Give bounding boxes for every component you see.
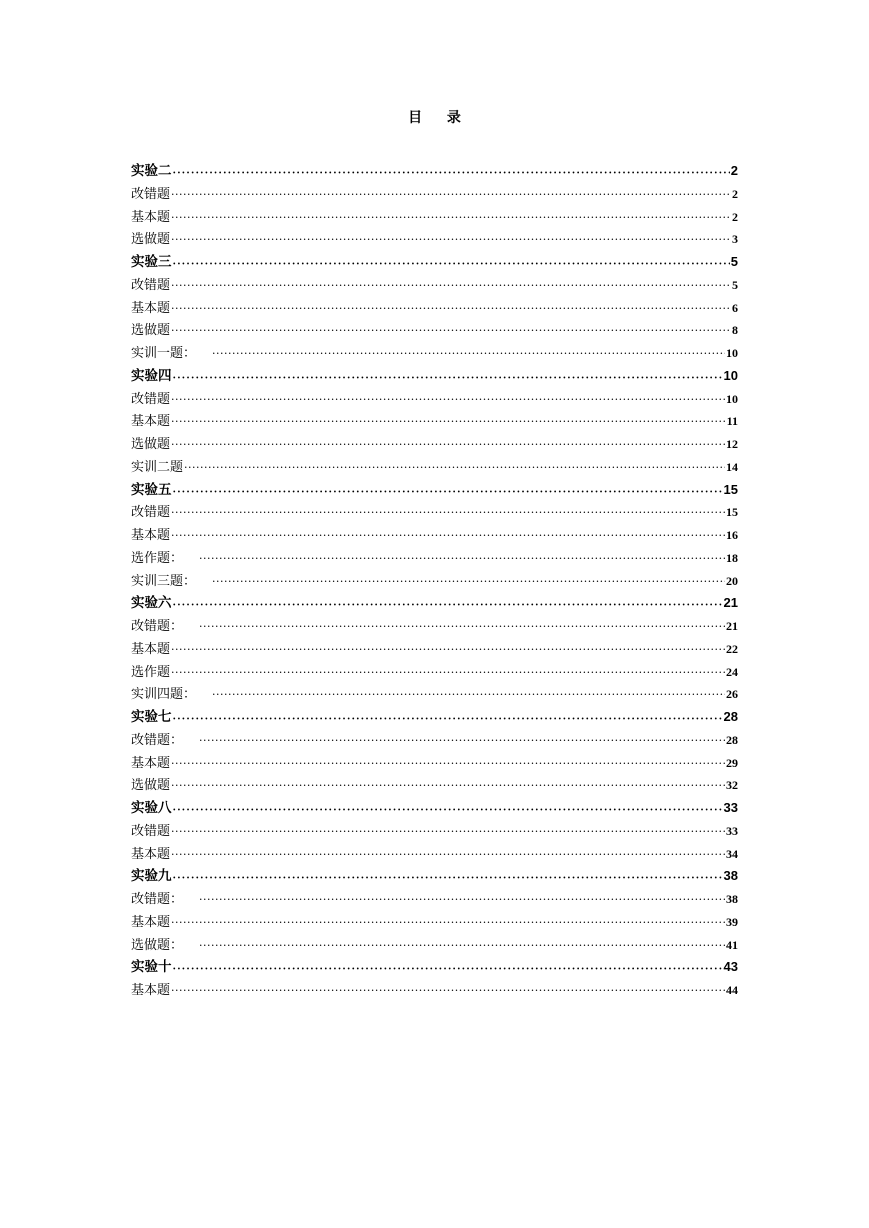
toc-entry-label: 选作题： — [131, 550, 184, 566]
toc-dot-leader — [212, 571, 725, 594]
toc-dot-leader — [199, 935, 725, 958]
toc-entry[interactable] — [131, 706, 738, 729]
toc-entry-page-number: 29 — [726, 755, 738, 770]
toc-entry-page-number: 33 — [723, 800, 738, 815]
toc-entry[interactable] — [131, 683, 738, 706]
toc-entry-label: 基本题 — [131, 528, 171, 543]
toc-entry[interactable] — [131, 661, 738, 684]
toc-entry[interactable] — [131, 251, 738, 274]
toc-entry-page-number: 34 — [726, 846, 738, 861]
toc-entry-page-number: 2 — [732, 186, 738, 201]
toc-dot-leader — [171, 821, 725, 844]
toc-entry-label: 实验三 — [131, 254, 172, 270]
toc-entry-page-number: 12 — [726, 437, 738, 451]
toc-dot-leader — [171, 639, 725, 662]
toc-entry[interactable] — [131, 592, 738, 615]
toc-entry[interactable] — [131, 410, 738, 433]
toc-dot-leader — [212, 343, 725, 366]
toc-entry-label: 实验七 — [131, 709, 172, 725]
toc-entry[interactable] — [131, 433, 738, 456]
toc-dot-leader — [171, 298, 731, 321]
toc-entry-label: 实验十 — [131, 959, 172, 976]
toc-dot-leader — [199, 730, 725, 753]
toc-entry-page-number: 44 — [726, 983, 738, 997]
toc-dot-leader — [171, 844, 725, 867]
toc-entry-page-number: 8 — [732, 323, 738, 338]
toc-entry-label: 实验八 — [131, 800, 172, 816]
toc-entry-label: 改错题 — [131, 505, 171, 521]
toc-entry-page-number: 5 — [732, 277, 738, 292]
toc-entry[interactable] — [131, 228, 738, 251]
toc-entry-page-number: 38 — [726, 892, 738, 906]
toc-entry-label: 实验二 — [131, 163, 172, 179]
toc-entry-page-number: 28 — [726, 732, 738, 747]
toc-entry-page-number: 11 — [726, 414, 738, 429]
toc-entry-label: 基本题 — [131, 755, 171, 771]
toc-entry-label: 选作题 — [131, 664, 171, 680]
toc-entry-label: 改错题： — [131, 892, 184, 907]
toc-entry[interactable] — [131, 888, 738, 911]
toc-entry-page-number: 16 — [726, 528, 738, 542]
toc-dot-leader — [171, 753, 725, 776]
toc-entry-page-number: 2 — [732, 209, 738, 224]
toc-entry-label: 实验九 — [131, 868, 172, 885]
toc-dot-leader — [171, 502, 725, 525]
toc-entry[interactable] — [131, 638, 738, 661]
toc-entry-page-number: 28 — [723, 709, 738, 724]
toc-entry[interactable] — [131, 206, 738, 229]
toc-dot-leader — [171, 389, 725, 412]
toc-dot-leader — [171, 434, 725, 457]
toc-entry[interactable] — [131, 183, 738, 206]
toc-entry[interactable] — [131, 934, 738, 957]
toc-entry[interactable] — [131, 501, 738, 524]
toc-entry[interactable] — [131, 524, 738, 547]
toc-entry-page-number: 24 — [726, 664, 738, 679]
toc-entry-label: 改错题 — [131, 186, 171, 202]
toc-dot-leader — [173, 959, 723, 982]
toc-entry-page-number: 26 — [726, 687, 738, 702]
toc-dot-leader — [173, 254, 730, 277]
toc-entry[interactable] — [131, 865, 738, 888]
toc-dot-leader — [171, 275, 731, 298]
toc-entry[interactable] — [131, 774, 738, 797]
toc-dot-leader — [171, 775, 725, 798]
toc-entry[interactable] — [131, 752, 738, 775]
toc-entry-page-number: 5 — [730, 254, 738, 269]
toc-entry[interactable] — [131, 820, 738, 843]
toc-entry[interactable] — [131, 547, 738, 570]
toc-dot-leader — [173, 163, 730, 186]
toc-entry-label: 改错题 — [131, 391, 171, 407]
toc-dot-leader — [212, 684, 725, 707]
toc-dot-leader — [173, 709, 723, 732]
toc-entry-page-number: 14 — [726, 459, 738, 474]
toc-entry-label: 实验四 — [131, 367, 172, 384]
toc-entry-label: 改错题 — [131, 277, 171, 293]
toc-entry-label: 基本题 — [131, 414, 171, 430]
toc-entry-label: 选做题 — [131, 232, 171, 248]
toc-entry[interactable] — [131, 297, 738, 320]
toc-dot-leader — [171, 662, 725, 685]
toc-entry-page-number: 38 — [723, 868, 738, 884]
toc-entry-label: 实训三题： — [131, 573, 197, 589]
toc-entry-label: 基本题 — [131, 641, 171, 657]
toc-entry-label: 基本题 — [131, 209, 171, 225]
toc-entry-label: 实训二题 — [131, 459, 184, 475]
toc-entry[interactable] — [131, 456, 738, 479]
toc-entry[interactable] — [131, 479, 738, 502]
toc-entry-page-number: 39 — [726, 914, 738, 929]
toc-entry[interactable] — [131, 956, 738, 979]
toc-entry-page-number: 18 — [726, 550, 738, 565]
toc-entry-page-number: 20 — [726, 573, 738, 588]
toc-entry[interactable] — [131, 911, 738, 934]
toc-entry[interactable] — [131, 274, 738, 297]
toc-entry-page-number: 10 — [726, 346, 738, 360]
toc-entry-label: 改错题 — [131, 823, 171, 839]
toc-dot-leader — [171, 980, 725, 1003]
toc-entry-label: 基本题 — [131, 300, 171, 316]
toc-dot-leader — [199, 616, 725, 639]
toc-entry-page-number: 2 — [730, 163, 738, 178]
toc-dot-leader — [199, 889, 725, 912]
toc-entry-label: 实验五 — [131, 481, 172, 498]
toc-entry-label: 实训四题： — [131, 687, 197, 703]
toc-entry[interactable] — [131, 388, 738, 411]
toc-entry-page-number: 21 — [723, 595, 738, 611]
toc-dot-leader — [199, 548, 725, 571]
toc-entry-page-number: 3 — [732, 232, 738, 247]
toc-dot-leader — [173, 800, 723, 823]
toc-entry-label: 选做题： — [131, 937, 184, 953]
toc-entry-label: 基本题 — [131, 846, 171, 862]
toc-entry-page-number: 6 — [732, 300, 738, 315]
toc-entry-label: 选做题 — [131, 323, 171, 339]
toc-entry-label: 基本题 — [131, 914, 171, 930]
toc-entry-label: 改错题： — [131, 732, 184, 748]
toc-dot-leader — [173, 368, 723, 391]
toc-dot-leader — [173, 595, 723, 618]
toc-entry[interactable] — [131, 160, 738, 183]
toc-list — [131, 160, 738, 1002]
toc-dot-leader — [171, 525, 725, 548]
toc-entry[interactable] — [131, 342, 738, 365]
toc-dot-leader — [171, 320, 731, 343]
toc-entry-page-number: 15 — [726, 505, 738, 520]
toc-entry-label: 实训一题： — [131, 346, 197, 361]
toc-entry-page-number: 10 — [723, 367, 738, 383]
toc-entry[interactable] — [131, 319, 738, 342]
toc-entry[interactable] — [131, 979, 738, 1002]
toc-entry-label: 基本题 — [131, 983, 171, 998]
toc-entry[interactable] — [131, 729, 738, 752]
toc-entry[interactable] — [131, 615, 738, 638]
toc-entry-page-number: 15 — [723, 481, 738, 497]
toc-entry-page-number: 33 — [726, 823, 738, 838]
toc-dot-leader — [171, 411, 726, 434]
toc-dot-leader — [171, 184, 731, 207]
toc-entry[interactable] — [131, 843, 738, 866]
toc-entry-label: 选做题 — [131, 778, 171, 794]
toc-entry[interactable] — [131, 365, 738, 388]
toc-entry-page-number: 21 — [726, 619, 738, 633]
toc-dot-leader — [173, 868, 723, 891]
toc-dot-leader — [171, 912, 725, 935]
toc-dot-leader — [173, 482, 723, 505]
toc-entry[interactable] — [131, 570, 738, 593]
toc-entry-label: 实验六 — [131, 595, 172, 612]
toc-title: 目 录 — [408, 110, 471, 126]
toc-dot-leader — [171, 207, 731, 230]
toc-entry-page-number: 22 — [726, 641, 738, 656]
toc-entry-label: 改错题： — [131, 619, 184, 634]
toc-entry-page-number: 43 — [723, 959, 738, 975]
toc-entry-label: 选做题 — [131, 437, 171, 452]
toc-entry-page-number: 32 — [726, 778, 738, 793]
toc-dot-leader — [184, 457, 725, 480]
toc-dot-leader — [171, 229, 731, 252]
toc-entry[interactable] — [131, 797, 738, 820]
toc-entry-page-number: 10 — [726, 391, 738, 406]
toc-entry-page-number: 41 — [726, 937, 738, 952]
